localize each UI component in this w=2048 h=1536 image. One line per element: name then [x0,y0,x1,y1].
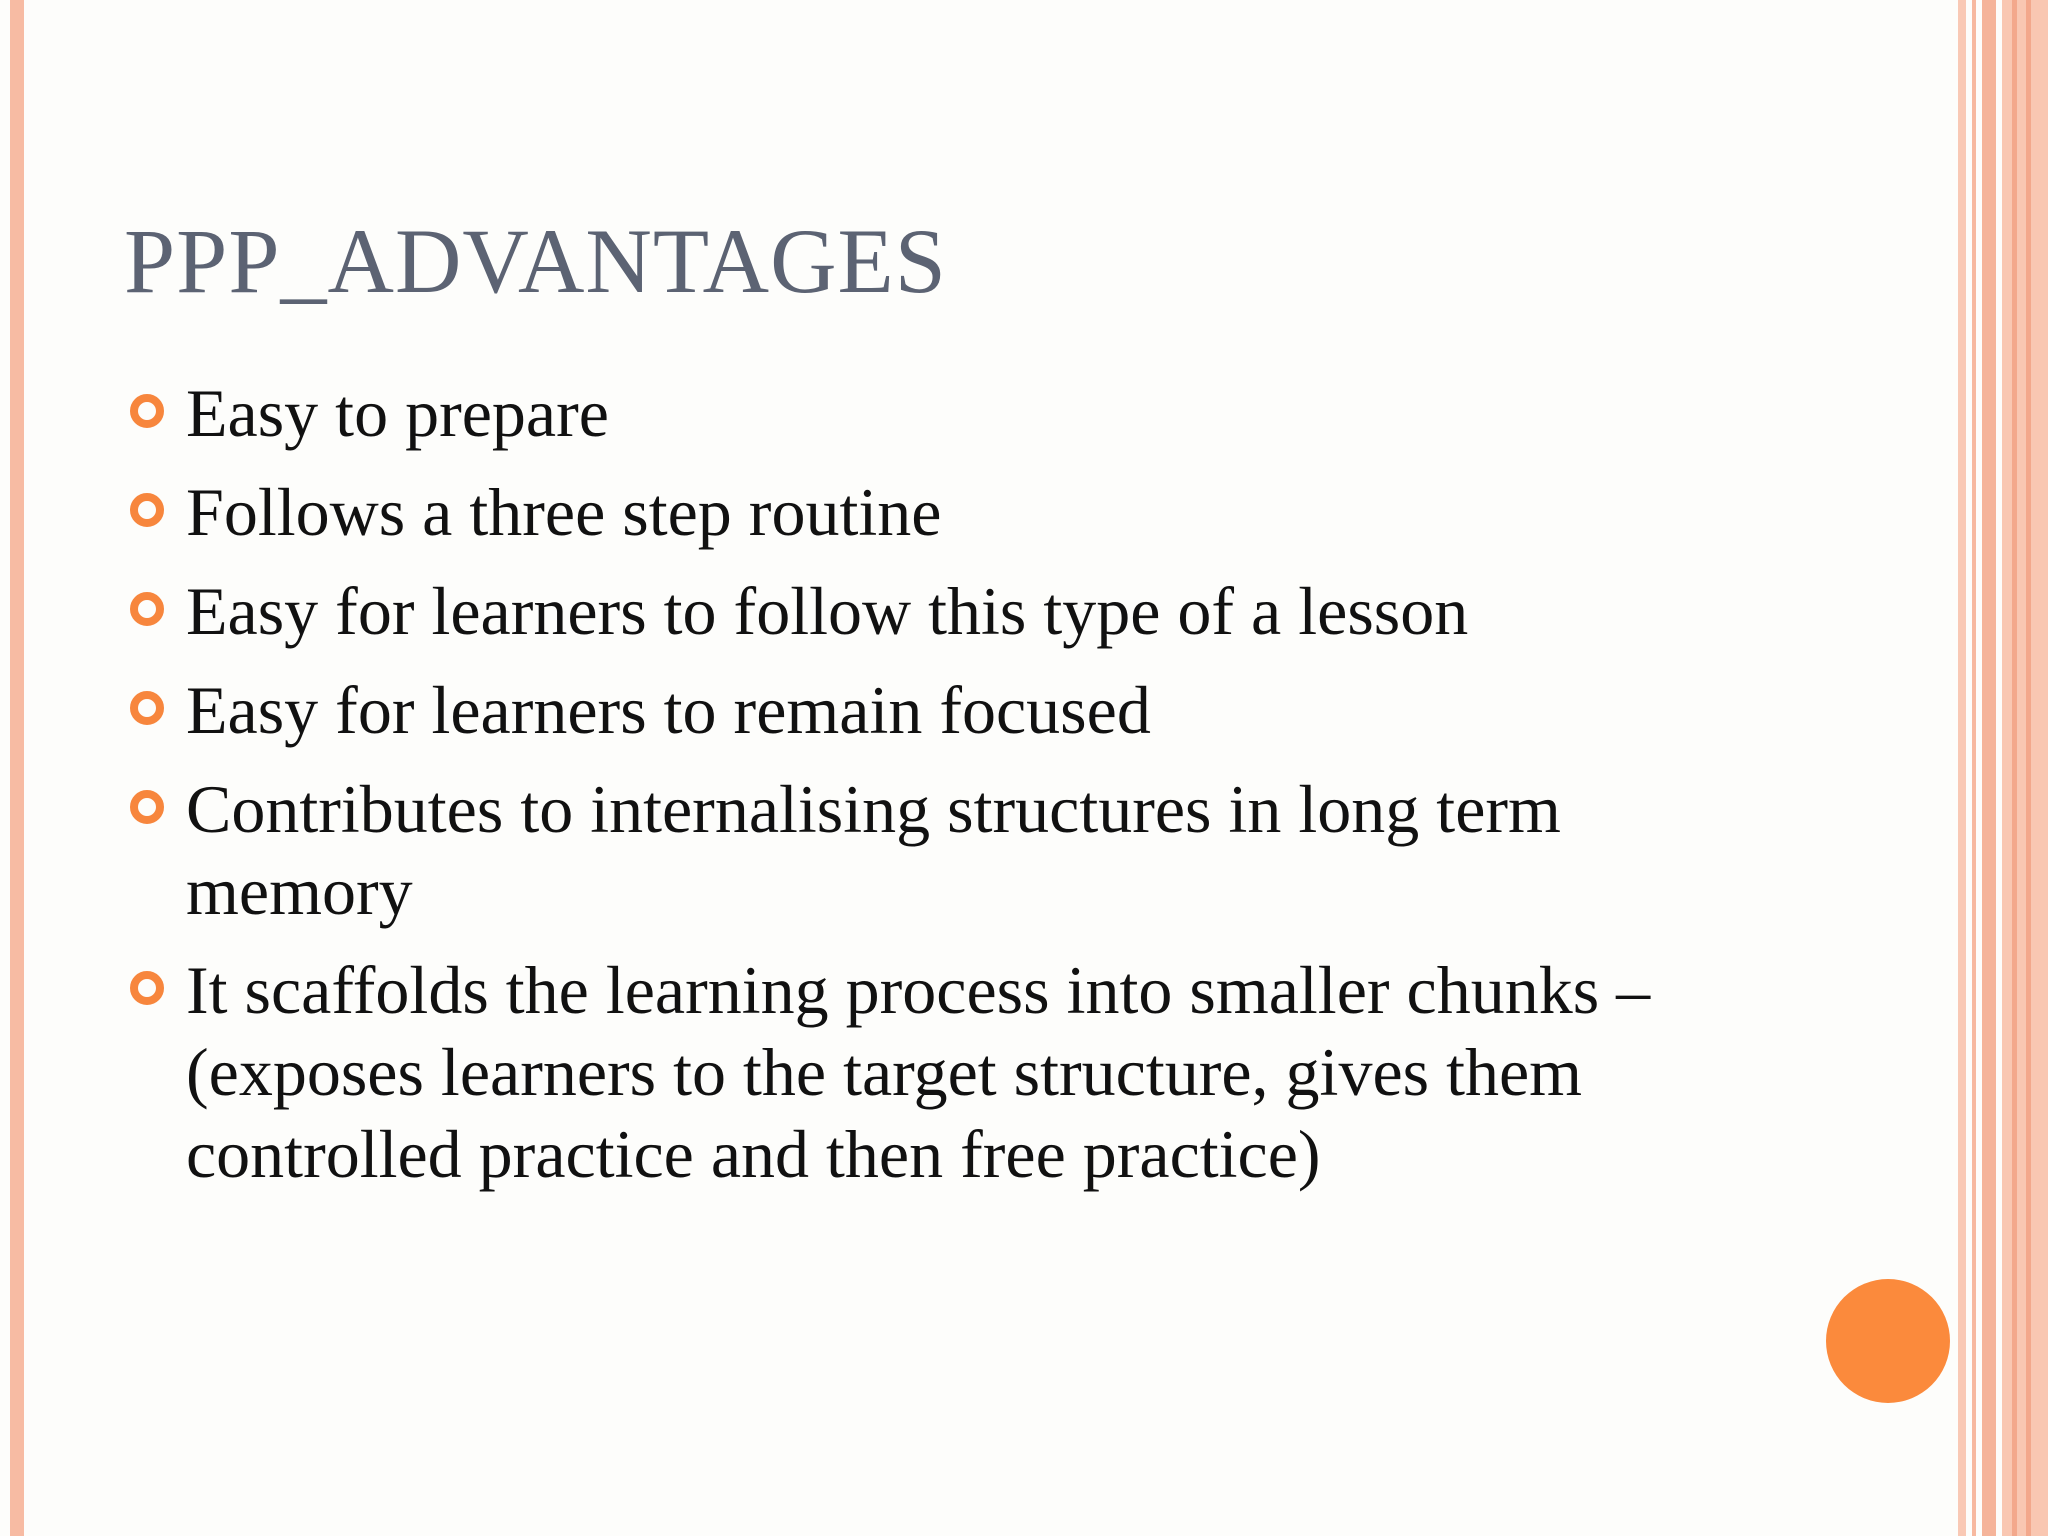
circle-bullet-icon [130,790,164,824]
circle-bullet-icon [130,691,164,725]
right-border-stripe [2002,0,2048,1536]
circle-bullet-icon [130,592,164,626]
bullet-text: Follows a three step routine [186,474,942,550]
circle-bullet-icon [130,971,164,1005]
circle-bullet-icon [130,493,164,527]
bullet-item [122,669,1682,751]
right-border-stripe [1972,0,1976,1536]
bullet-list [122,372,1682,1212]
bullet-item [122,471,1682,553]
slide-title: PPP_ADVANTAGES [124,210,947,312]
right-border-stripe [2012,0,2017,1536]
right-border-stripe [1982,0,1996,1536]
bullet-text: It scaffolds the learning process into smaller chunks – (exposes learners to the target structure, gives them controlled practice and then free practice) [186,952,1651,1192]
bullet-text: Easy to prepare [186,375,609,451]
bullet-text: Easy for learners to remain focused [186,672,1151,748]
right-border-stripe [1958,0,1966,1536]
bullet-text: Easy for learners to follow this type of a lesson [186,573,1469,649]
bullet-text: Contributes to internalising structures in long term memory [186,771,1561,929]
bullet-item [122,768,1682,932]
bullet-item [122,372,1682,454]
orange-circle-decoration [1826,1279,1950,1403]
left-border-stripe [10,0,24,1536]
circle-bullet-icon [130,394,164,428]
bullet-item [122,570,1682,652]
right-border-stripe [2026,0,2031,1536]
bullet-item [122,949,1682,1195]
